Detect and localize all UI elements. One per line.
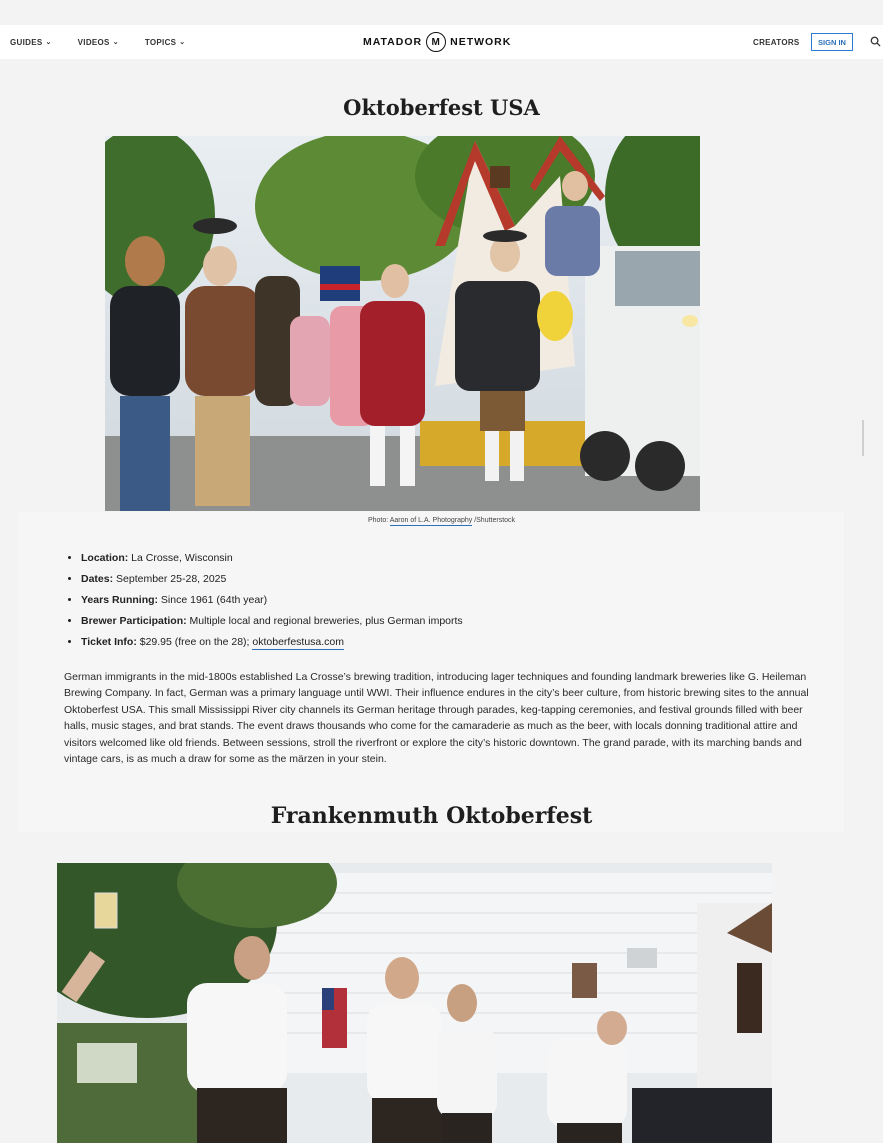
fact-value: $29.95 (free on the 28); bbox=[136, 636, 253, 648]
nav-videos[interactable] bbox=[78, 38, 119, 47]
frankenmuth-photo-image bbox=[57, 863, 772, 1143]
nav-topics-label: TOPICS bbox=[144, 37, 177, 47]
fact-label: Ticket Info: bbox=[81, 636, 137, 648]
chevron-down-icon: ⌄ bbox=[112, 39, 119, 46]
caption-prefix: Photo: bbox=[367, 517, 390, 524]
logo-text-left: MATADOR bbox=[363, 36, 423, 48]
caption-suffix: /Shutterstock bbox=[472, 517, 516, 524]
parade-photo bbox=[105, 136, 700, 511]
fact-value: September 25-28, 2025 bbox=[113, 573, 227, 585]
fact-label: Dates: bbox=[81, 573, 114, 585]
fact-label: Years Running: bbox=[81, 594, 159, 606]
sign-in-button[interactable]: SIGN IN bbox=[811, 33, 853, 51]
fact-years-running bbox=[81, 590, 463, 611]
nav-videos-label: VIDEOS bbox=[77, 37, 110, 47]
fact-ticket-info bbox=[81, 632, 463, 653]
festival-facts-list bbox=[64, 548, 463, 653]
nav-menu bbox=[10, 38, 211, 47]
fact-value: La Crosse, Wisconsin bbox=[128, 552, 233, 564]
frankenmuth-photo bbox=[57, 863, 772, 1143]
site-logo[interactable] bbox=[363, 32, 511, 52]
top-navbar bbox=[0, 25, 883, 59]
fact-value: Multiple local and regional breweries, plus German imports bbox=[186, 615, 463, 627]
parade-photo-image bbox=[105, 136, 700, 511]
nav-topics[interactable] bbox=[145, 38, 186, 47]
nav-guides[interactable] bbox=[10, 38, 52, 47]
section-title: Frankenmuth Oktoberfest bbox=[270, 803, 593, 829]
chevron-down-icon: ⌄ bbox=[45, 39, 52, 46]
fact-brewer-participation bbox=[81, 611, 463, 632]
chevron-down-icon: ⌄ bbox=[179, 39, 186, 46]
caption-photographer-link[interactable]: Aaron of L.A. Photography bbox=[389, 517, 473, 524]
photo-caption bbox=[0, 517, 883, 524]
ticket-website-link[interactable]: oktoberfestusa.com bbox=[252, 636, 345, 648]
fact-label: Location: bbox=[81, 552, 129, 564]
creators-link[interactable]: CREATORS bbox=[753, 38, 800, 47]
scrollbar-thumb[interactable] bbox=[862, 420, 864, 456]
logo-text-right: NETWORK bbox=[450, 36, 512, 48]
fact-dates bbox=[81, 569, 463, 590]
section-title: Oktoberfest USA bbox=[343, 95, 540, 120]
fact-value: Since 1961 (64th year) bbox=[158, 594, 268, 606]
logo-mark-icon: M bbox=[426, 32, 446, 52]
fact-label: Brewer Participation: bbox=[81, 615, 187, 627]
article-paragraph: German immigrants in the mid-1800s established La Crosse’s brewing tradition, introducing lager techniques and founding landmark breweries like G. Heileman Brewing Company. In fact, German was a primary language until WWI. Their influence endures in the city’s beer culture, from historic brewing sites to the annual Oktoberfest USA. This small Mississippi River city channels its German heritage through parades, keg-tapping ceremonies, and festival grounds filled with beer halls, music stages, and brat stands. The event draws thousands who come for the camaraderie as much as the beer, with locals donning traditional attire and visitors welcomed like old friends. Between sessions, stroll the riverfront or explore the city’s historic downtown. The grand parade, with its marching bands and vintage cars, is as much a draw for some as the märzen in your stein. bbox=[64, 671, 809, 766]
nav-guides-label: GUIDES bbox=[10, 37, 43, 47]
search-icon[interactable] bbox=[870, 36, 881, 47]
fact-location bbox=[81, 548, 463, 569]
